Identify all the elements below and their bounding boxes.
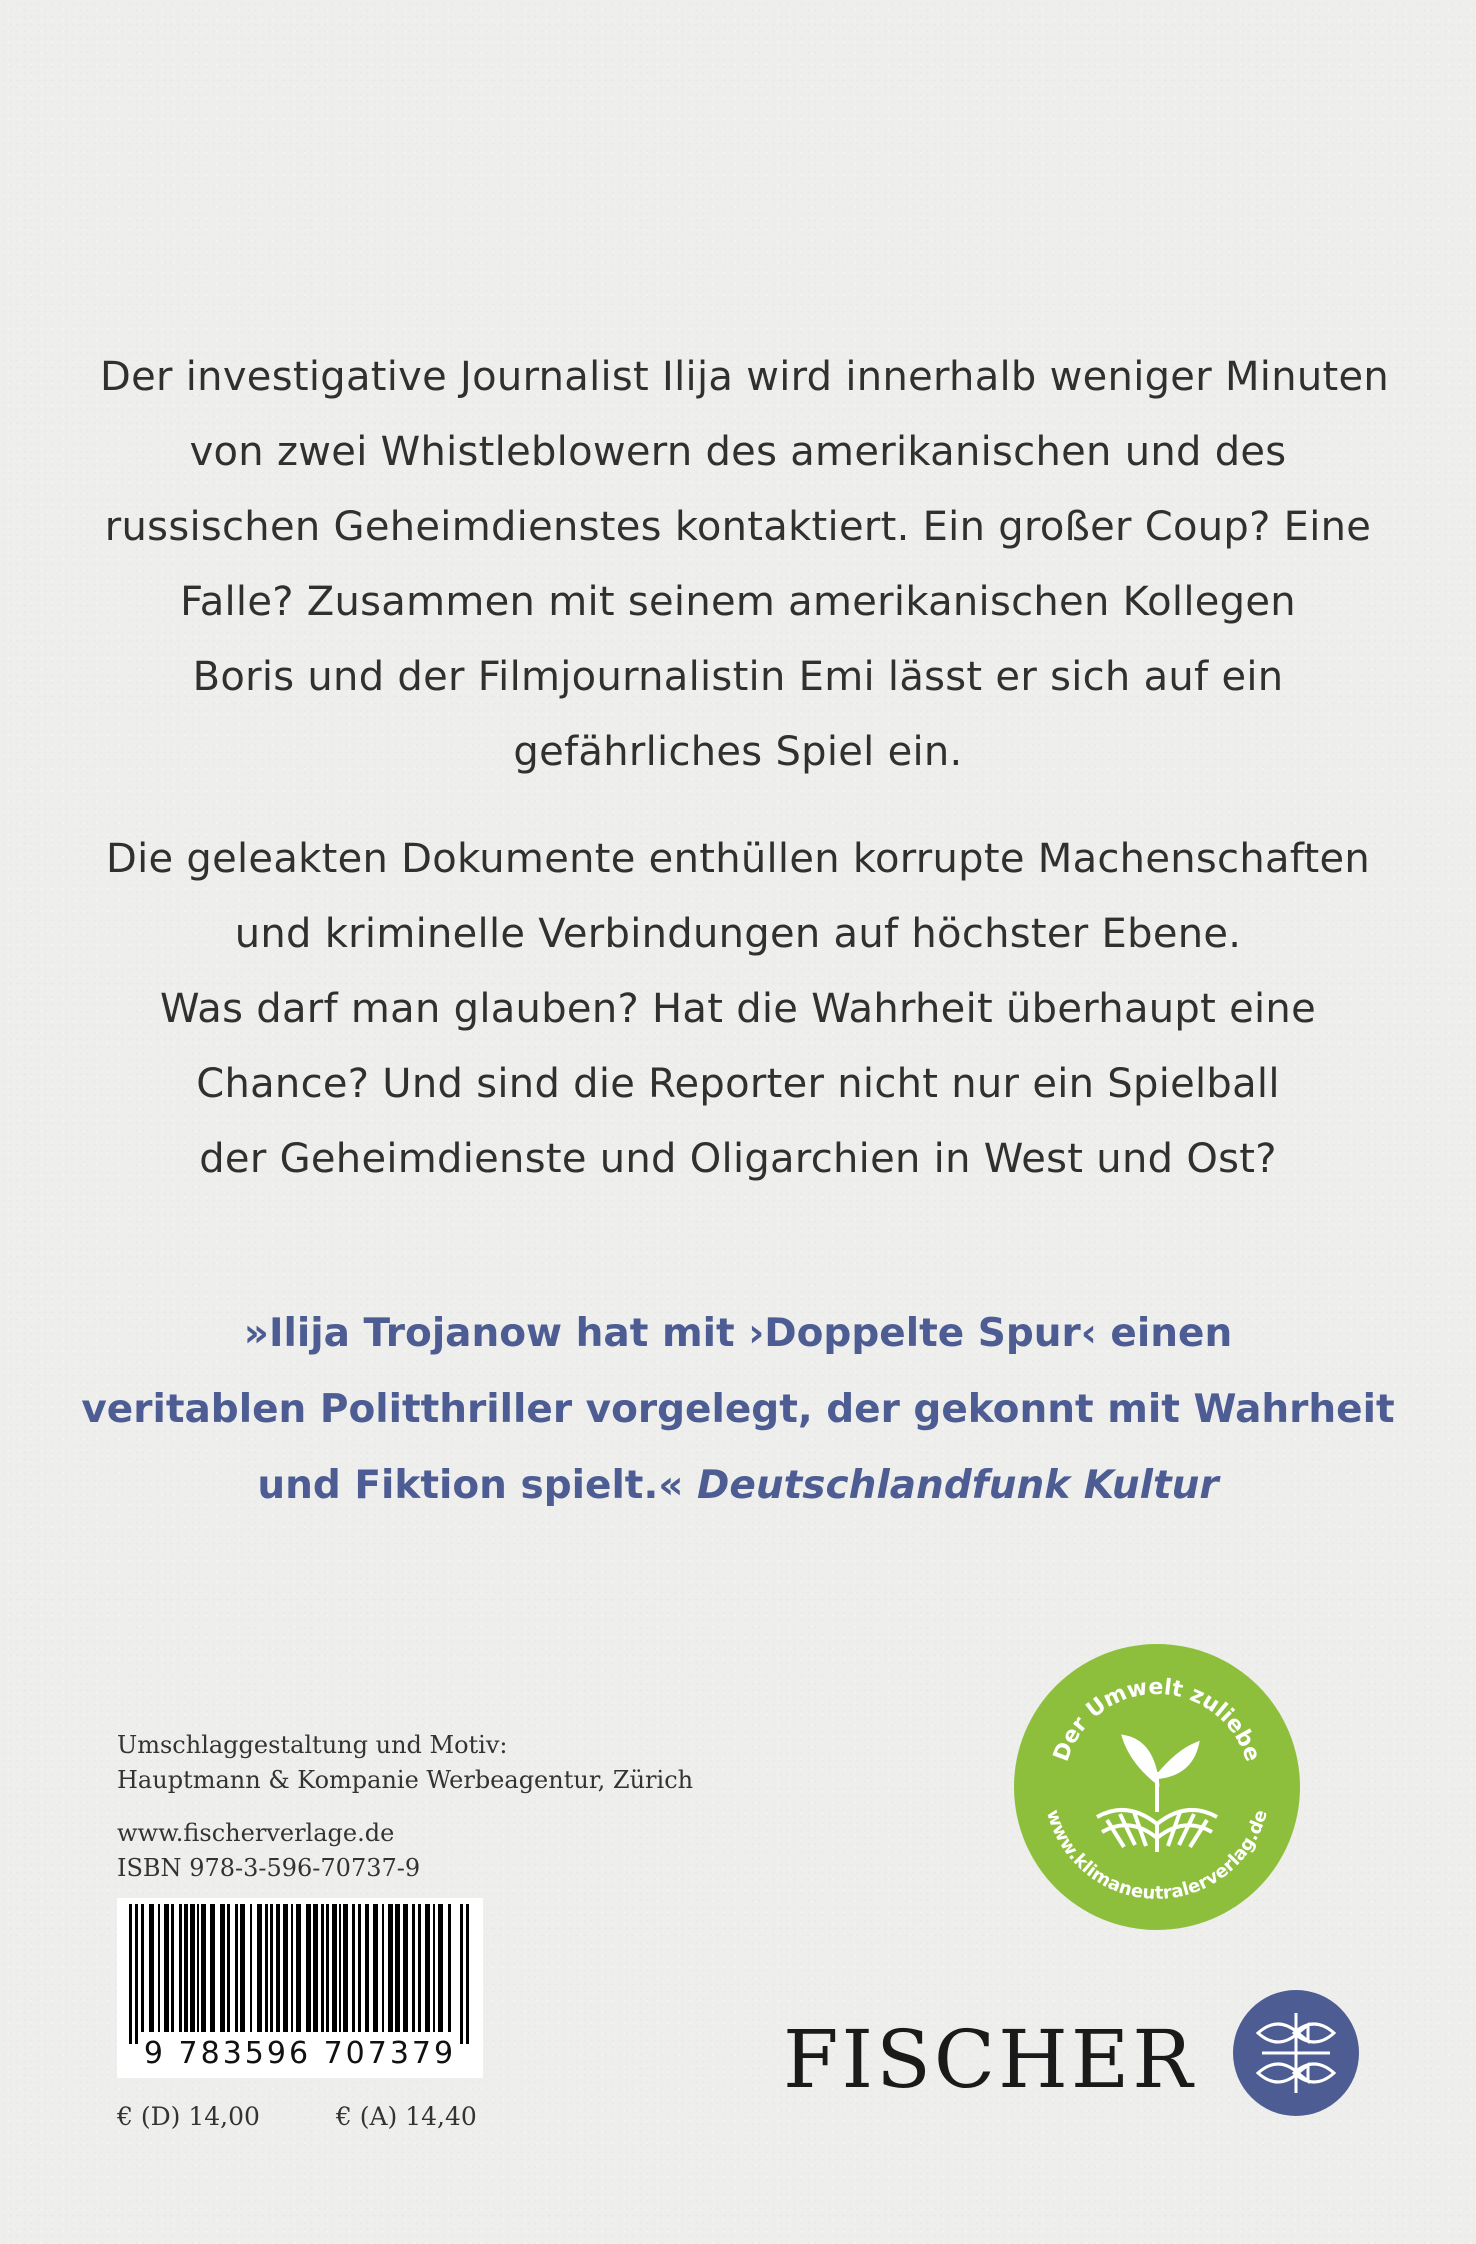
barcode-bar <box>210 1904 215 2032</box>
barcode-bar <box>326 1904 329 2032</box>
barcode-bar <box>339 1904 341 2032</box>
blurb-line: der Geheimdienste und Oligarchien in West und Ost? <box>199 1136 1277 1182</box>
blurb-line: gefährliches Spiel ein. <box>513 729 963 775</box>
barcode-bar <box>382 1904 384 2032</box>
barcode-bar <box>149 1904 154 2032</box>
fish-logo-icon <box>1232 1989 1360 2117</box>
climate-neutral-seal <box>1012 1642 1302 1932</box>
prices <box>117 2102 497 2131</box>
website: www.fischerverlage.de <box>117 1819 395 1847</box>
barcode-bar <box>184 1904 188 2032</box>
barcode-bar <box>321 1904 324 2032</box>
barcode-bar <box>418 1904 421 2032</box>
barcode-bar <box>433 1904 435 2032</box>
design-agency: Hauptmann & Kompanie Werbeagentur, Zürich <box>117 1766 694 1794</box>
barcode-bar <box>201 1904 206 2032</box>
barcode-bar <box>466 1904 469 2044</box>
barcode-bar <box>388 1904 393 2032</box>
barcode-bar <box>190 1904 195 2032</box>
blurb-line: Der investigative Journalist Ilija wird innerhalb weniger Minuten <box>100 354 1390 400</box>
blurb-line: Chance? Und sind die Reporter nicht nur ein Spielball <box>196 1061 1280 1107</box>
quote-line: »Ilija Trojanow hat mit ›Doppelte Spur‹ einen <box>243 1311 1233 1356</box>
quote-line-last <box>80 1448 1396 1524</box>
barcode-bar <box>276 1904 280 2032</box>
barcode-bar <box>257 1904 262 2032</box>
barcode-bar <box>332 1904 337 2032</box>
design-label: Umschlaggestaltung und Motiv: <box>117 1731 508 1759</box>
barcode-bar <box>270 1904 273 2032</box>
barcode-bar <box>220 1904 225 2032</box>
barcode-bar <box>158 1904 160 2032</box>
barcode-bar <box>179 1904 182 2032</box>
blurb-line: Boris und der Filmjournalistin Emi lässt er sich auf ein <box>192 654 1284 700</box>
barcode-bar <box>291 1904 293 2032</box>
seal-top-text: Der Umwelt zuliebe <box>1049 1674 1265 1765</box>
blurb-line: von zwei Whistleblowern des amerikanischen und des <box>189 429 1287 475</box>
blurb-line: russischen Geheimdienstes kontaktiert. Ein großer Coup? Eine <box>104 504 1372 550</box>
barcode-bar <box>283 1904 288 2032</box>
barcode-bar <box>358 1904 361 2032</box>
barcode-bar <box>197 1904 199 2032</box>
blurb-paragraph-1 <box>100 340 1390 790</box>
price-austria: € (A) 14,40 <box>335 2102 477 2131</box>
barcode-bar <box>296 1904 301 2032</box>
barcode-bar <box>395 1904 400 2032</box>
barcode-bar <box>250 1904 252 2032</box>
barcode-bar <box>306 1904 311 2032</box>
barcode-bar <box>141 1904 144 2032</box>
barcode-bar <box>235 1904 238 2032</box>
barcode <box>117 1898 483 2078</box>
barcode-bar <box>412 1904 415 2032</box>
barcode-bar <box>240 1904 245 2032</box>
blurb-line: Die geleakten Dokumente enthüllen korrupte Machenschaften <box>105 836 1371 882</box>
barcode-bar <box>313 1904 318 2032</box>
barcode-bar <box>135 1904 138 2044</box>
review-quote <box>80 1296 1396 1524</box>
barcode-bar <box>403 1904 408 2032</box>
quote-source: Deutschlandfunk Kultur <box>697 1463 1219 1508</box>
blurb-line: Was darf man glauben? Hat die Wahrheit überhaupt eine <box>160 986 1316 1032</box>
blurb-line: und kriminelle Verbindungen auf höchster Ebene. <box>234 911 1242 957</box>
barcode-bar <box>227 1904 230 2032</box>
barcode-bar <box>343 1904 348 2032</box>
seal-bottom-text: www.klimaneutralerverlag.de <box>1042 1807 1272 1904</box>
barcode-bar <box>448 1904 451 2032</box>
blurb-line: Falle? Zusammen mit seinem amerikanischen Kollegen <box>180 579 1296 625</box>
barcode-digits: 9 783596 707379 <box>143 2036 457 2071</box>
barcode-bar <box>265 1904 268 2032</box>
barcode-bar <box>129 1904 132 2044</box>
publisher-name: FISCHER <box>783 2013 1196 2106</box>
barcode-bar <box>373 1904 378 2032</box>
credits <box>117 1728 693 1886</box>
barcode-bar <box>164 1904 169 2032</box>
quote-text: und Fiktion spielt.« <box>257 1463 684 1508</box>
barcode-bar <box>460 1904 463 2044</box>
barcode-bar <box>425 1904 430 2032</box>
spacer <box>117 1798 693 1816</box>
barcode-bar <box>438 1904 443 2032</box>
barcode-bar <box>365 1904 369 2032</box>
isbn: ISBN 978-3-596-70737-9 <box>117 1854 421 1882</box>
price-germany: € (D) 14,00 <box>117 2102 260 2131</box>
blurb-paragraph-2 <box>100 822 1376 1197</box>
barcode-bar <box>171 1904 174 2032</box>
barcode-bar <box>352 1904 355 2032</box>
quote-line: veritablen Politthriller vorgelegt, der gekonnt mit Wahrheit <box>81 1387 1395 1432</box>
